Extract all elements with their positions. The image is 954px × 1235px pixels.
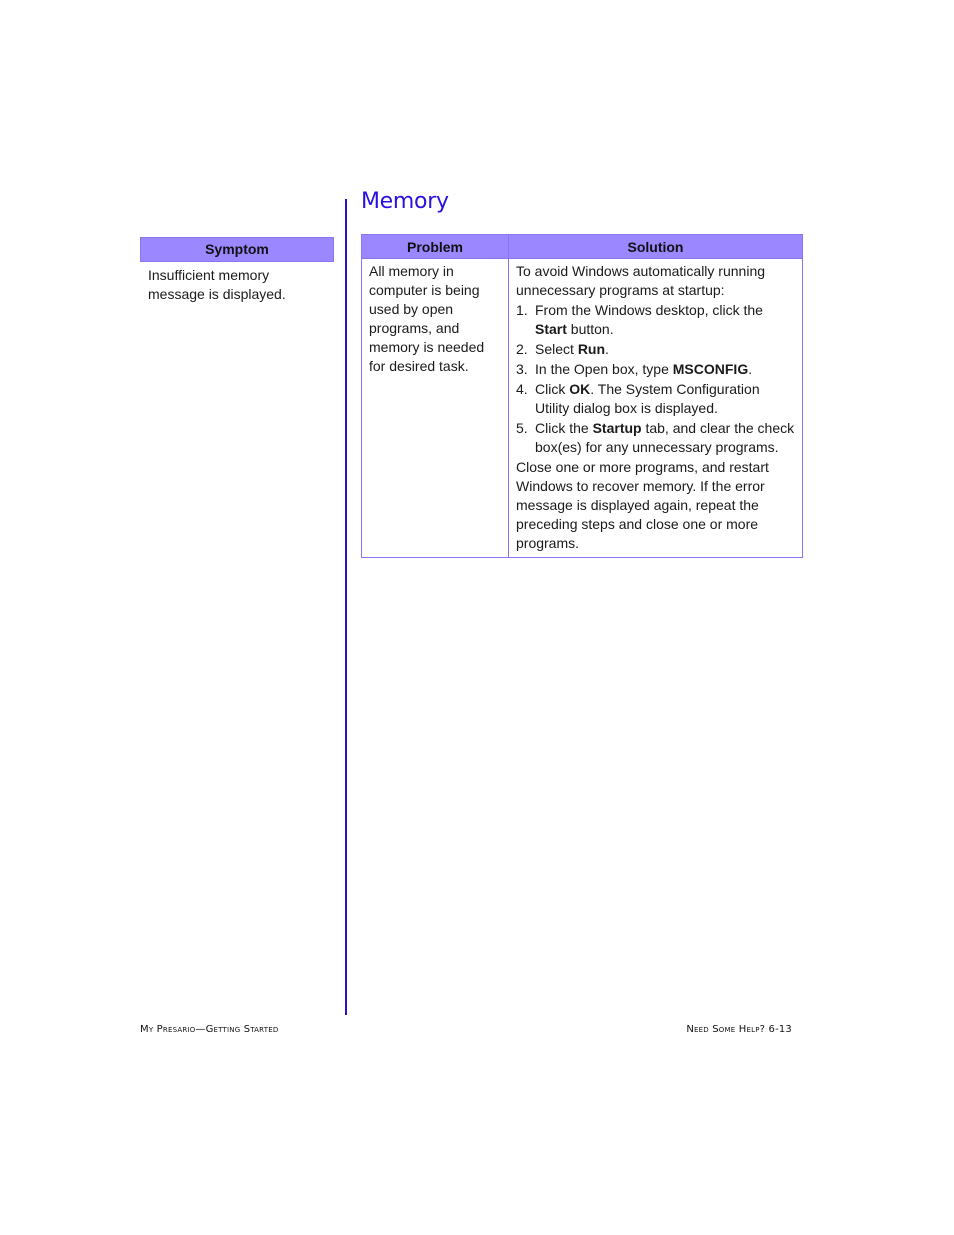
step-keyword: OK bbox=[569, 381, 591, 397]
footer-book-title: My Presario—Getting Started bbox=[140, 1024, 279, 1035]
step-text: button. bbox=[566, 321, 614, 337]
solution-header: Solution bbox=[509, 235, 803, 259]
step-number: 3. bbox=[516, 361, 528, 377]
table-row bbox=[362, 259, 803, 558]
step-keyword: MSCONFIG bbox=[672, 361, 749, 377]
problem-solution-table bbox=[361, 234, 803, 558]
problem-cell: All memory in computer is being used by open programs, and memory is needed for desired task. bbox=[362, 259, 509, 558]
step-text: From the Windows desktop, click the bbox=[535, 302, 763, 318]
step-text: Click the bbox=[535, 420, 593, 436]
step-text: tab, and clear the check box(es) for any unnecessary programs. bbox=[535, 420, 795, 455]
step-number: 1. bbox=[516, 302, 528, 318]
step-keyword: Run bbox=[577, 341, 606, 357]
solution-outro: Close one or more programs, and restart Windows to recover memory. If the error message is displayed again, repeat the preceding steps and close one or more programs. bbox=[516, 459, 769, 551]
solution-step bbox=[516, 340, 796, 359]
vertical-rule bbox=[345, 199, 347, 1015]
solution-step bbox=[516, 301, 796, 339]
solution-cell bbox=[509, 259, 803, 558]
symptom-header: Symptom bbox=[140, 237, 334, 262]
step-number: 4. bbox=[516, 381, 528, 397]
step-text: Select bbox=[535, 341, 578, 357]
step-text: Click bbox=[535, 381, 570, 397]
symptom-column bbox=[140, 237, 334, 304]
solution-step bbox=[516, 419, 796, 457]
problem-header: Problem bbox=[362, 235, 509, 259]
step-keyword: Startup bbox=[592, 420, 642, 436]
step-text: . bbox=[605, 341, 609, 357]
section-title: Memory bbox=[361, 189, 449, 214]
step-number: 2. bbox=[516, 341, 528, 357]
step-text: In the Open box, type bbox=[535, 361, 673, 377]
step-number: 5. bbox=[516, 420, 528, 436]
footer-page-number: Need Some Help? 6-13 bbox=[686, 1024, 792, 1035]
solution-step bbox=[516, 380, 796, 418]
step-keyword: Start bbox=[535, 321, 567, 337]
symptom-text: Insufficient memory message is displayed. bbox=[148, 267, 286, 302]
step-text: . The System Configuration Utility dialog box is displayed. bbox=[535, 381, 760, 416]
solution-intro: To avoid Windows automatically running unnecessary programs at startup: bbox=[516, 263, 766, 298]
table-header-row bbox=[362, 235, 803, 259]
step-text: . bbox=[748, 361, 753, 377]
solution-step bbox=[516, 360, 796, 379]
solution-steps bbox=[516, 301, 796, 457]
